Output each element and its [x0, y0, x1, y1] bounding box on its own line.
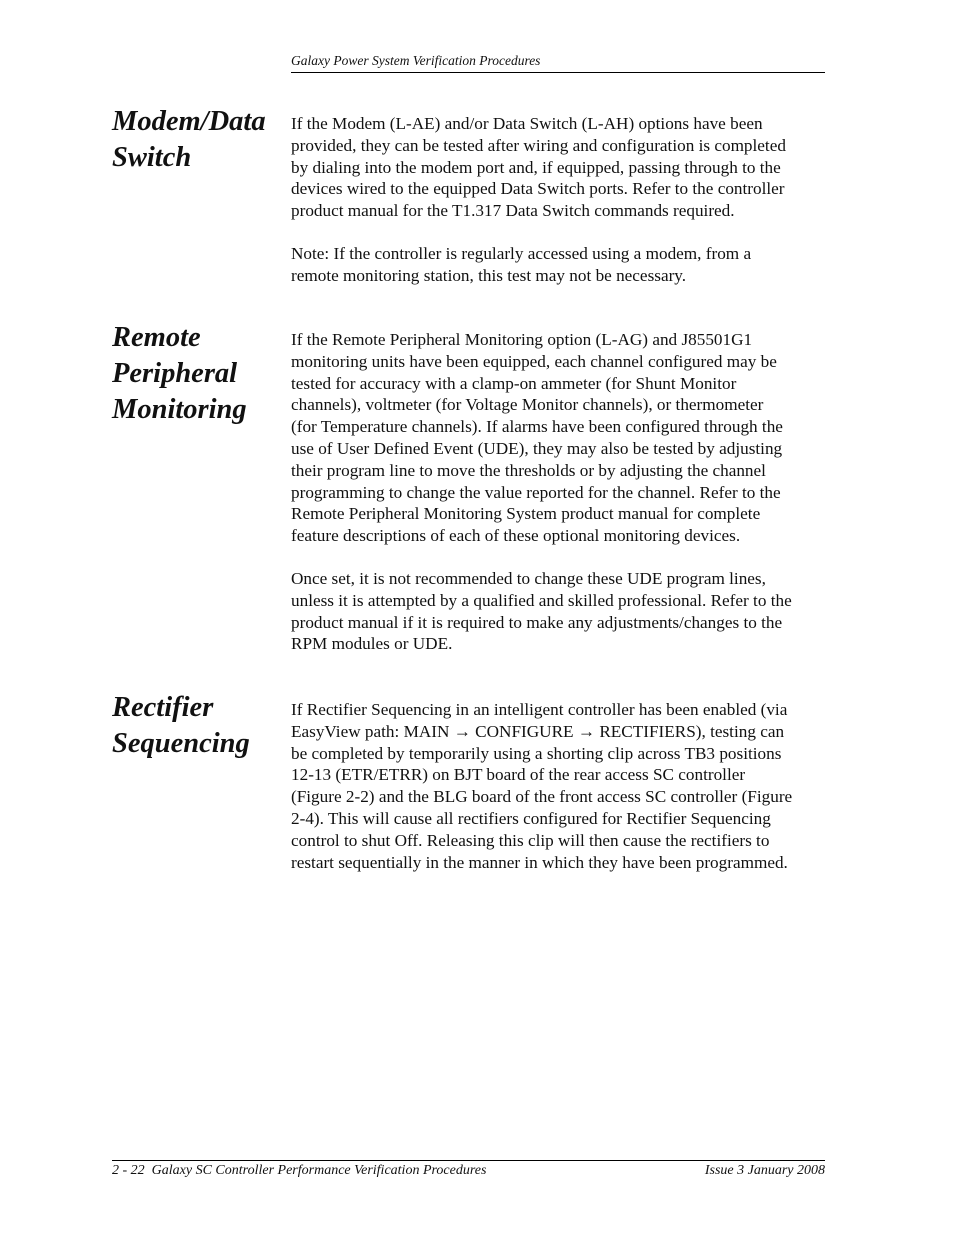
text-line: If the Modem (L-AE) and/or Data Switch (L-AH) options have been [291, 114, 763, 133]
paragraph [291, 113, 827, 222]
text-line: Note: If the controller is regularly accessed using a modem, from a [291, 243, 752, 263]
text-line: EasyView path: MAIN → CONFIGURE → RECTIFIERS), testing can [291, 721, 785, 741]
footer-divider [112, 1160, 825, 1161]
text-line: monitoring units have been equipped, each channel configured may be [291, 351, 777, 371]
heading-line: Remote [112, 322, 201, 353]
heading-line: Peripheral [112, 358, 238, 389]
footer-page-info: 2 - 22 Galaxy SC Controller Performance Verification Procedures [112, 1163, 487, 1178]
text-line: unless it is attempted by a qualified and skilled professional. Refer to the [291, 590, 792, 610]
text-line: control to shut Off. Releasing this clip will then cause the rectifiers to [291, 830, 770, 850]
section-body [291, 329, 827, 676]
text-line: 12-13 (ETR/ETRR) on BJT board of the rear access SC controller [291, 765, 746, 785]
text-line: use of User Defined Event (UDE), they may also be tested by adjusting [291, 438, 783, 458]
text-line: their program line to move the thresholds or by adjusting the channel [291, 460, 766, 480]
text-line: programming to change the value reported for the channel. Refer to the [291, 482, 781, 502]
heading-line: Rectifier [112, 692, 214, 723]
text-line: If the Remote Peripheral Monitoring option (L-AG) and J85501G1 [291, 330, 753, 349]
text-line: product manual for the T1.317 Data Switch commands required. [291, 201, 735, 221]
text-line: If Rectifier Sequencing in an intelligent controller has been enabled (via [291, 700, 788, 719]
heading-line: Modem/Data [112, 106, 266, 137]
text-line: channels), voltmeter (for Voltage Monitor channels), or thermometer [291, 395, 764, 415]
text-line: Once set, it is not recommended to change these UDE program lines, [291, 568, 766, 588]
text-line: product manual if it is required to make any adjustments/changes to the [291, 612, 783, 632]
heading-line: Switch [112, 142, 192, 173]
text-line: (Figure 2-2) and the BLG board of the front access SC controller (Figure [291, 787, 793, 807]
paragraph [291, 329, 827, 547]
paragraph [291, 699, 827, 873]
paragraph [291, 568, 827, 655]
text-line: (for Temperature channels). If alarms have been configured through the [291, 417, 783, 437]
running-header: Galaxy Power System Verification Procedures [291, 53, 541, 68]
text-line: restart sequentially in the manner in which they have been programmed. [291, 852, 788, 872]
text-line: feature descriptions of each of these optional monitoring devices. [291, 526, 741, 546]
section-heading [112, 320, 282, 428]
text-line: devices wired to the equipped Data Switch ports. Refer to the controller [291, 179, 785, 199]
section-body [291, 113, 827, 308]
text-line: 2-4). This will cause all rectifiers configured for Rectifier Sequencing [291, 808, 771, 828]
text-line: provided, they can be tested after wiring and configuration is completed [291, 135, 786, 155]
paragraph [291, 243, 827, 287]
text-line: Remote Peripheral Monitoring System product manual for complete [291, 504, 761, 524]
text-line: be completed by temporarily using a shorting clip across TB3 positions [291, 743, 782, 763]
text-line: remote monitoring station, this test may not be necessary. [291, 265, 687, 285]
header-divider [291, 72, 825, 73]
section-heading [112, 104, 282, 176]
text-line: by dialing into the modem port and, if equipped, passing through to the [291, 157, 781, 177]
text-line: RPM modules or UDE. [291, 634, 453, 654]
footer-issue-date: Issue 3 January 2008 [704, 1163, 825, 1178]
heading-line: Sequencing [112, 728, 250, 759]
section-body [291, 699, 827, 894]
text-line: tested for accuracy with a clamp-on ammeter (for Shunt Monitor [291, 373, 737, 393]
section-heading [112, 690, 282, 762]
heading-line: Monitoring [112, 394, 247, 425]
